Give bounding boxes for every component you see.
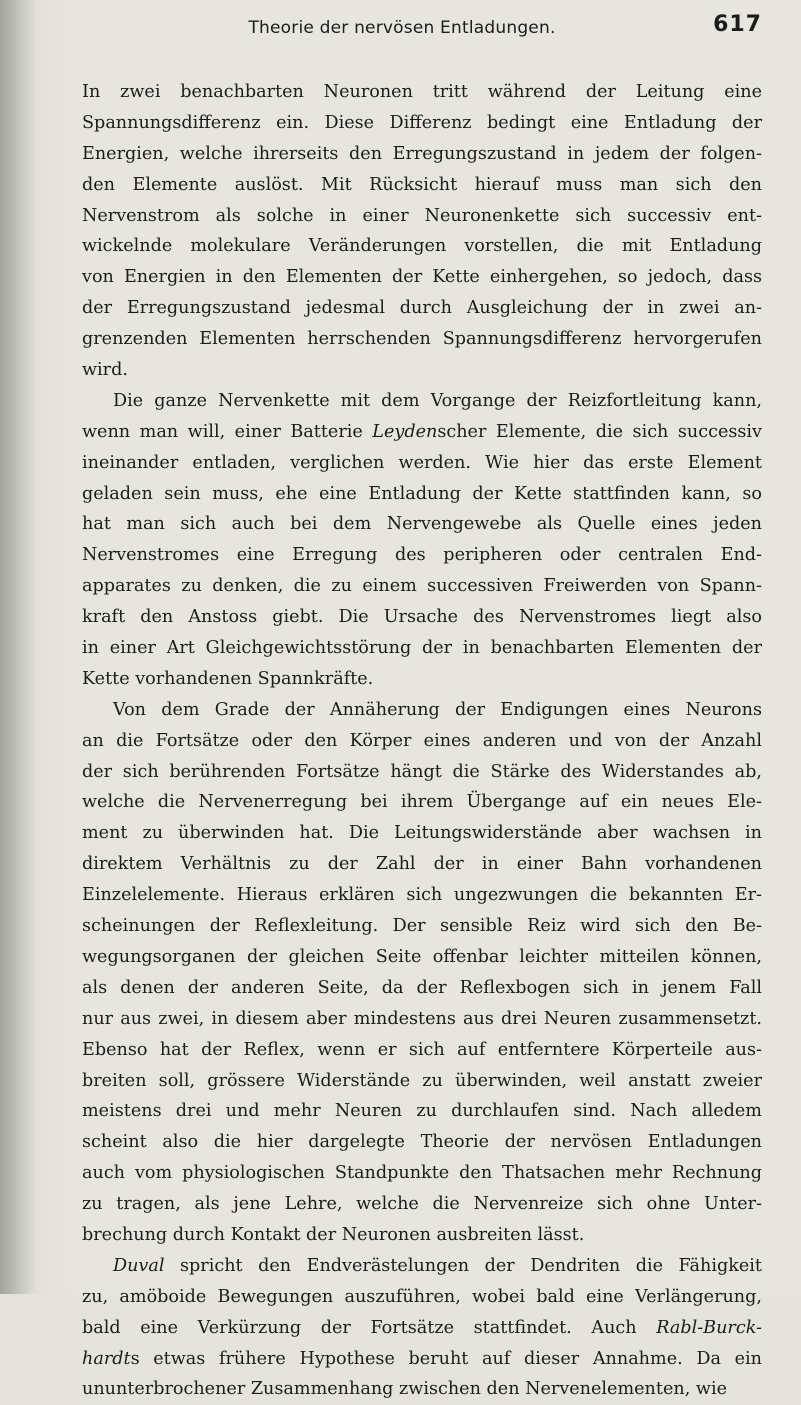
text-line: nur aus zwei, in diesem aber mindestens aus drei Neuren zusammensetzt. (82, 1008, 762, 1029)
text-segment: bald eine Verkürzung der Fortsätze stattfindet. Auch (82, 1317, 657, 1338)
text-line: meistens drei und mehr Neuren zu durchlaufen sind. Nach alledem (82, 1101, 762, 1122)
text-line: ineinander entladen, verglichen werden. Wie hier das erste Element (82, 452, 762, 473)
text-line: kraft den Anstoss giebt. Die Ursache des Nervenstromes liegt also (82, 607, 762, 628)
text-segment: s etwas frühere Hypothese beruht auf dieser Annahme. Da ein (130, 1348, 762, 1369)
text-segment: wenn man will, einer Batterie (82, 421, 373, 442)
text-line (82, 1251, 762, 1282)
italic-name: Rabl-Burck- (656, 1317, 762, 1338)
text-line (82, 417, 762, 448)
text-line: Nervenstrom als solche in einer Neuronenkette sich successiv ent- (82, 205, 762, 226)
text-line: grenzenden Elementen herrschenden Spannungsdifferenz hervorgerufen (82, 329, 762, 350)
italic-name: Leyden (372, 421, 438, 442)
text-line: Nervenstromes eine Erregung des peripheren oder centralen End- (82, 545, 762, 566)
text-line: welche die Nervenerregung bei ihrem Übergange auf ein neues Ele- (82, 792, 762, 813)
text-line: zu, amöboide Bewegungen auszuführen, wobei bald eine Verlängerung, (82, 1286, 762, 1307)
text-line: breiten soll, grössere Widerstände zu überwinden, weil anstatt zweier (82, 1070, 762, 1091)
text-line (82, 1313, 762, 1344)
text-line: geladen sein muss, ehe eine Entladung der Kette stattfinden kann, so (82, 483, 762, 504)
text-line: der sich berührenden Fortsätze hängt die Stärke des Widerstandes ab, (82, 761, 762, 782)
text-line: Ebenso hat der Reflex, wenn er sich auf entferntere Körperteile aus- (82, 1039, 762, 1060)
text-line (82, 1344, 762, 1375)
text-line: hat man sich auch bei dem Nervengewebe als Quelle eines jeden (82, 514, 762, 535)
page-gutter-shadow (0, 0, 36, 1294)
text-line: Energien, welche ihrerseits den Erregungszustand in jedem der folgen- (82, 143, 762, 164)
text-line: ununterbrochener Zusammenhang zwischen den Nervenelementen, wie (82, 1379, 727, 1400)
page-number: 617 (713, 12, 762, 37)
text-line: Von dem Grade der Annäherung der Endigungen eines Neurons (113, 699, 762, 720)
text-line: scheint also die hier dargelegte Theorie der nervösen Entladungen (82, 1132, 762, 1153)
text-line: apparates zu denken, die zu einem successiven Freiwerden von Spann- (82, 576, 762, 597)
text-line: auch vom physiologischen Standpunkte den Thatsachen mehr Rechnung (82, 1163, 762, 1184)
text-line: ment zu überwinden hat. Die Leitungswiderstände aber wachsen in (82, 823, 762, 844)
text-line: Einzelelemente. Hieraus erklären sich ungezwungen die bekannten Er- (82, 885, 762, 906)
text-line: zu tragen, als jene Lehre, welche die Nervenreize sich ohne Unter- (82, 1194, 762, 1215)
text-line: in einer Art Gleichgewichtsstörung der in benachbarten Elementen der (82, 638, 762, 659)
text-line: den Elemente auslöst. Mit Rücksicht hierauf muss man sich den (82, 174, 762, 195)
text-line: wird. (82, 360, 128, 381)
text-line: scheinungen der Reflexleitung. Der sensible Reiz wird sich den Be- (82, 916, 762, 937)
text-line: als denen der anderen Seite, da der Reflexbogen sich in jenem Fall (82, 977, 762, 998)
italic-name: hardt (82, 1348, 131, 1369)
body-text (82, 77, 762, 1405)
text-line: von Energien in den Elementen der Kette einhergehen, so jedoch, dass (82, 267, 762, 288)
running-title: Theorie der nervösen Entladungen. (248, 18, 556, 38)
text-line: Kette vorhandenen Spannkräfte. (82, 668, 374, 689)
text-segment: scher Elemente, die sich successiv (437, 421, 762, 442)
italic-name: Duval (113, 1255, 165, 1276)
text-line: der Erregungszustand jedesmal durch Ausgleichung der in zwei an- (82, 298, 762, 319)
text-line: Spannungsdifferenz ein. Diese Differenz bedingt eine Entladung der (82, 112, 762, 133)
text-line: In zwei benachbarten Neuronen tritt während der Leitung eine (82, 82, 762, 102)
text-line: an die Fortsätze oder den Körper eines anderen und von der Anzahl (82, 730, 762, 751)
text-line: brechung durch Kontakt der Neuronen ausbreiten lässt. (82, 1224, 585, 1245)
text-segment: spricht den Endverästelungen der Dendriten die Fähigkeit (164, 1255, 762, 1276)
text-line: wickelnde molekulare Veränderungen vorstellen, die mit Entladung (82, 236, 762, 257)
page-header (82, 12, 762, 48)
text-line: direktem Verhältnis zu der Zahl der in einer Bahn vorhandenen (82, 854, 762, 875)
text-line: Die ganze Nervenkette mit dem Vorgange der Reizfortleitung kann, (113, 390, 762, 411)
text-line: wegungsorganen der gleichen Seite offenbar leichter mitteilen können, (82, 946, 762, 967)
